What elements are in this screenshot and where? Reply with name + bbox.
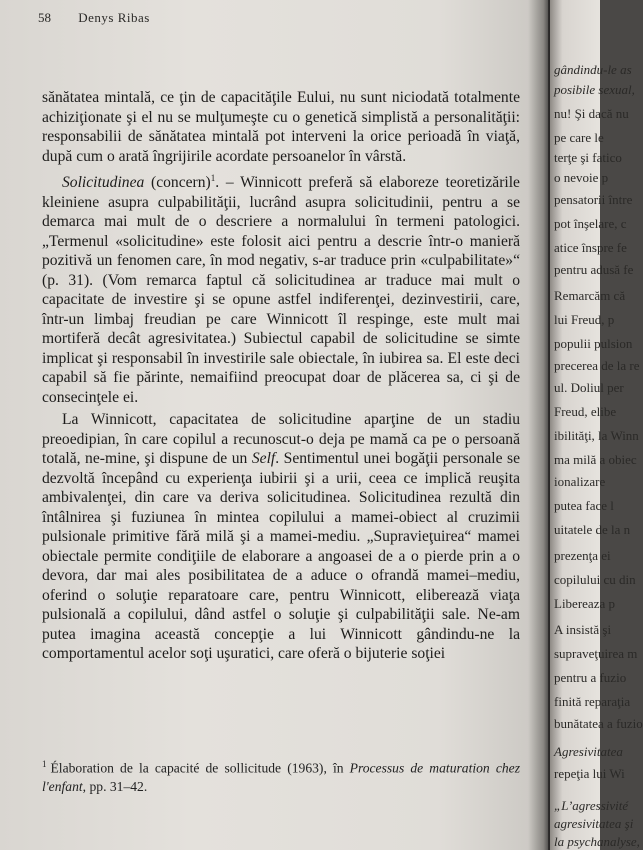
- running-header: [38, 10, 150, 26]
- right-page-text-fragment: Agresivitatea: [554, 744, 623, 759]
- right-page-text-fragment: finită reparaţia: [554, 694, 631, 709]
- paragraph-run: Self: [251, 450, 276, 468]
- right-page-text-fragment: precerea de la re: [554, 358, 640, 373]
- right-page-text-fragment: pentru adusă fe: [554, 262, 634, 277]
- paragraph-run: 1: [210, 173, 216, 183]
- right-page-text-fragment: Libereaza p: [554, 596, 615, 611]
- right-page-text-fragment: gândindu-le as: [554, 62, 632, 77]
- paragraph-run: (concern): [144, 174, 211, 192]
- paragraph-run: Solicitudinea: [62, 174, 145, 192]
- right-page-text-fragment: populii pulsion: [554, 336, 633, 351]
- footnote-run: Élaboration de la capacité de sollicitude (1963), în: [50, 760, 350, 776]
- paragraph-run: . – Winnicott preferă să elaboreze teoretizările kleiniene asupra culpabilităţii, lucrând asupra solicitudinii, pentru a se demarca mai mult de o descriere a normalului în termeni patologici. „Termenul «solicitudine» este folosit aici pentru a descrie într-o manieră pozitivă un fenomen care, în mod negativ, s-ar traduce prin «culpabilitate»“ (p. 31). (Vom remarca faptul că solicitudinea ar traduce mai mult o capacitate de investire şi se opune astfel indiferenţei, dezinvestirii, care, într-un limbaj freudian pe care Winnicott îl respinge, este mult mai mortiferă decât agresivitatea.) Subiectul capabil de solicitudine se simte implicat şi responsabil în investirile sale obiectale, în iubirea sa. El este deci capabil să fie părinte, nemaifiind preocupat doar de plăcerea sa, ci şi de consecinţele ei.: [42, 174, 520, 406]
- right-page-text-fragment: pot înşelare, c: [554, 216, 627, 231]
- right-page-text-fragment: uitatele de la n: [554, 522, 631, 537]
- right-page-text-fragment: pentru a fuzio: [554, 670, 627, 685]
- right-page-text-fragment: repeţia lui Wi: [554, 766, 625, 781]
- right-page-text-fragment: nu! Şi dacă nu: [554, 106, 629, 121]
- right-page-text-fragment: „L’agressivité: [554, 798, 629, 813]
- right-page-text-fragment: bunătatea a fuzio: [554, 716, 643, 731]
- right-page-text-fragment: terţe şi fatico: [554, 150, 622, 165]
- right-page-text-fragment: putea face l: [554, 498, 614, 513]
- right-book-page-edge: [550, 0, 643, 850]
- right-page-text-fragment: ibilităţi, la Winn: [554, 428, 639, 443]
- right-page-text-fragment: A insistă şi: [554, 622, 612, 637]
- paragraph: [42, 169, 520, 407]
- body-text: [42, 88, 520, 667]
- right-page-text-fragment: ma milă a obiec: [554, 452, 637, 467]
- paragraph-run: La Winnicott, capacitatea de solicitudine aparţine de un stadiu preoedipian, în care copilul a recunoscut-o deja pe mamă ca pe o persoană totală, ne-mine, şi dispune de un: [42, 411, 520, 468]
- paragraph: [42, 88, 520, 166]
- right-page-text-fragment: la psychanalyse,: [554, 834, 640, 849]
- right-page-text-fragment: pensatorii între: [554, 192, 633, 207]
- right-page-text-fragment: prezenţa ei: [554, 548, 611, 563]
- page-number: 58: [38, 10, 51, 25]
- right-page-text-fragment: pe care le: [554, 130, 604, 145]
- right-page-text-fragment: copilului cu din: [554, 572, 636, 587]
- right-page-text-fragment: o nevoie p: [554, 170, 609, 185]
- footnote: [42, 755, 520, 796]
- running-head-author: Denys Ribas: [78, 10, 150, 25]
- right-page-text-fragment: Freud, elibe: [554, 404, 617, 419]
- right-page-text-fragment: Remarcăm că: [554, 288, 626, 303]
- paragraph-run: . Sentimentul unei bogăţii personale se dezvoltă începând cu experienţa iubirii şi a urii, ceea ce implică reuşita ambivalenţei, din care va deriva solicitudinea. Solicitudinea rezultă din întâlnirea şi fuziunea în mintea copilului a mamei-obiect al cruzimii pulsionale primitive fără milă şi a mamei-mediu. „Supravieţuirea“ mamei obiectale permite condiţiile de elaborare a angoasei de a o pierde prin a o devora, dar mai ales posibilitatea de a aduce o ofrandă mamei–mediu, oferind o soluţie reparatoare care, pentru Winnicott, eliberează viaţa pulsională a copilului, dând astfel o soluţie şi culpabilităţii sale. Ne-am putea imagina această concepţie a lui Winnicott gândindu-ne la comportamentul acelor soţi uşuratici, care oferă o bijuterie soţiei: [42, 450, 520, 663]
- right-page-text-fragment: ionalizare: [554, 474, 606, 489]
- right-page-text-fragment: lui Freud, p: [554, 312, 615, 327]
- footnote-run: Processus de maturation chez l'enfant: [42, 760, 520, 794]
- book-gutter-shadow: [528, 0, 550, 850]
- right-page-text-fragment: agresivitatea şi: [554, 816, 634, 831]
- right-page-text-fragment: posibile sexual,: [554, 82, 635, 97]
- footnote-mark: 1: [42, 759, 47, 769]
- right-page-text-fragment: atice înspre fe: [554, 240, 627, 255]
- paragraph: [42, 410, 520, 664]
- footnote-run: , pp. 31–42.: [82, 778, 148, 794]
- right-page-text-fragment: ul. Doliul per: [554, 380, 624, 395]
- paragraph-run: sănătatea mintală, ce ţin de capacităţile Eului, nu sunt niciodată totalmente achiziţionate şi el nu se mulţumeşte cu o genetică simplistă a personalităţii: responsabilii de sănătatea mintală pot interveni la orice perioadă în viaţă, după cum o arată îngrijirile acordate persoanelor în vârstă.: [42, 89, 520, 165]
- right-page-text-fragment: supraveţuirea m: [554, 646, 638, 661]
